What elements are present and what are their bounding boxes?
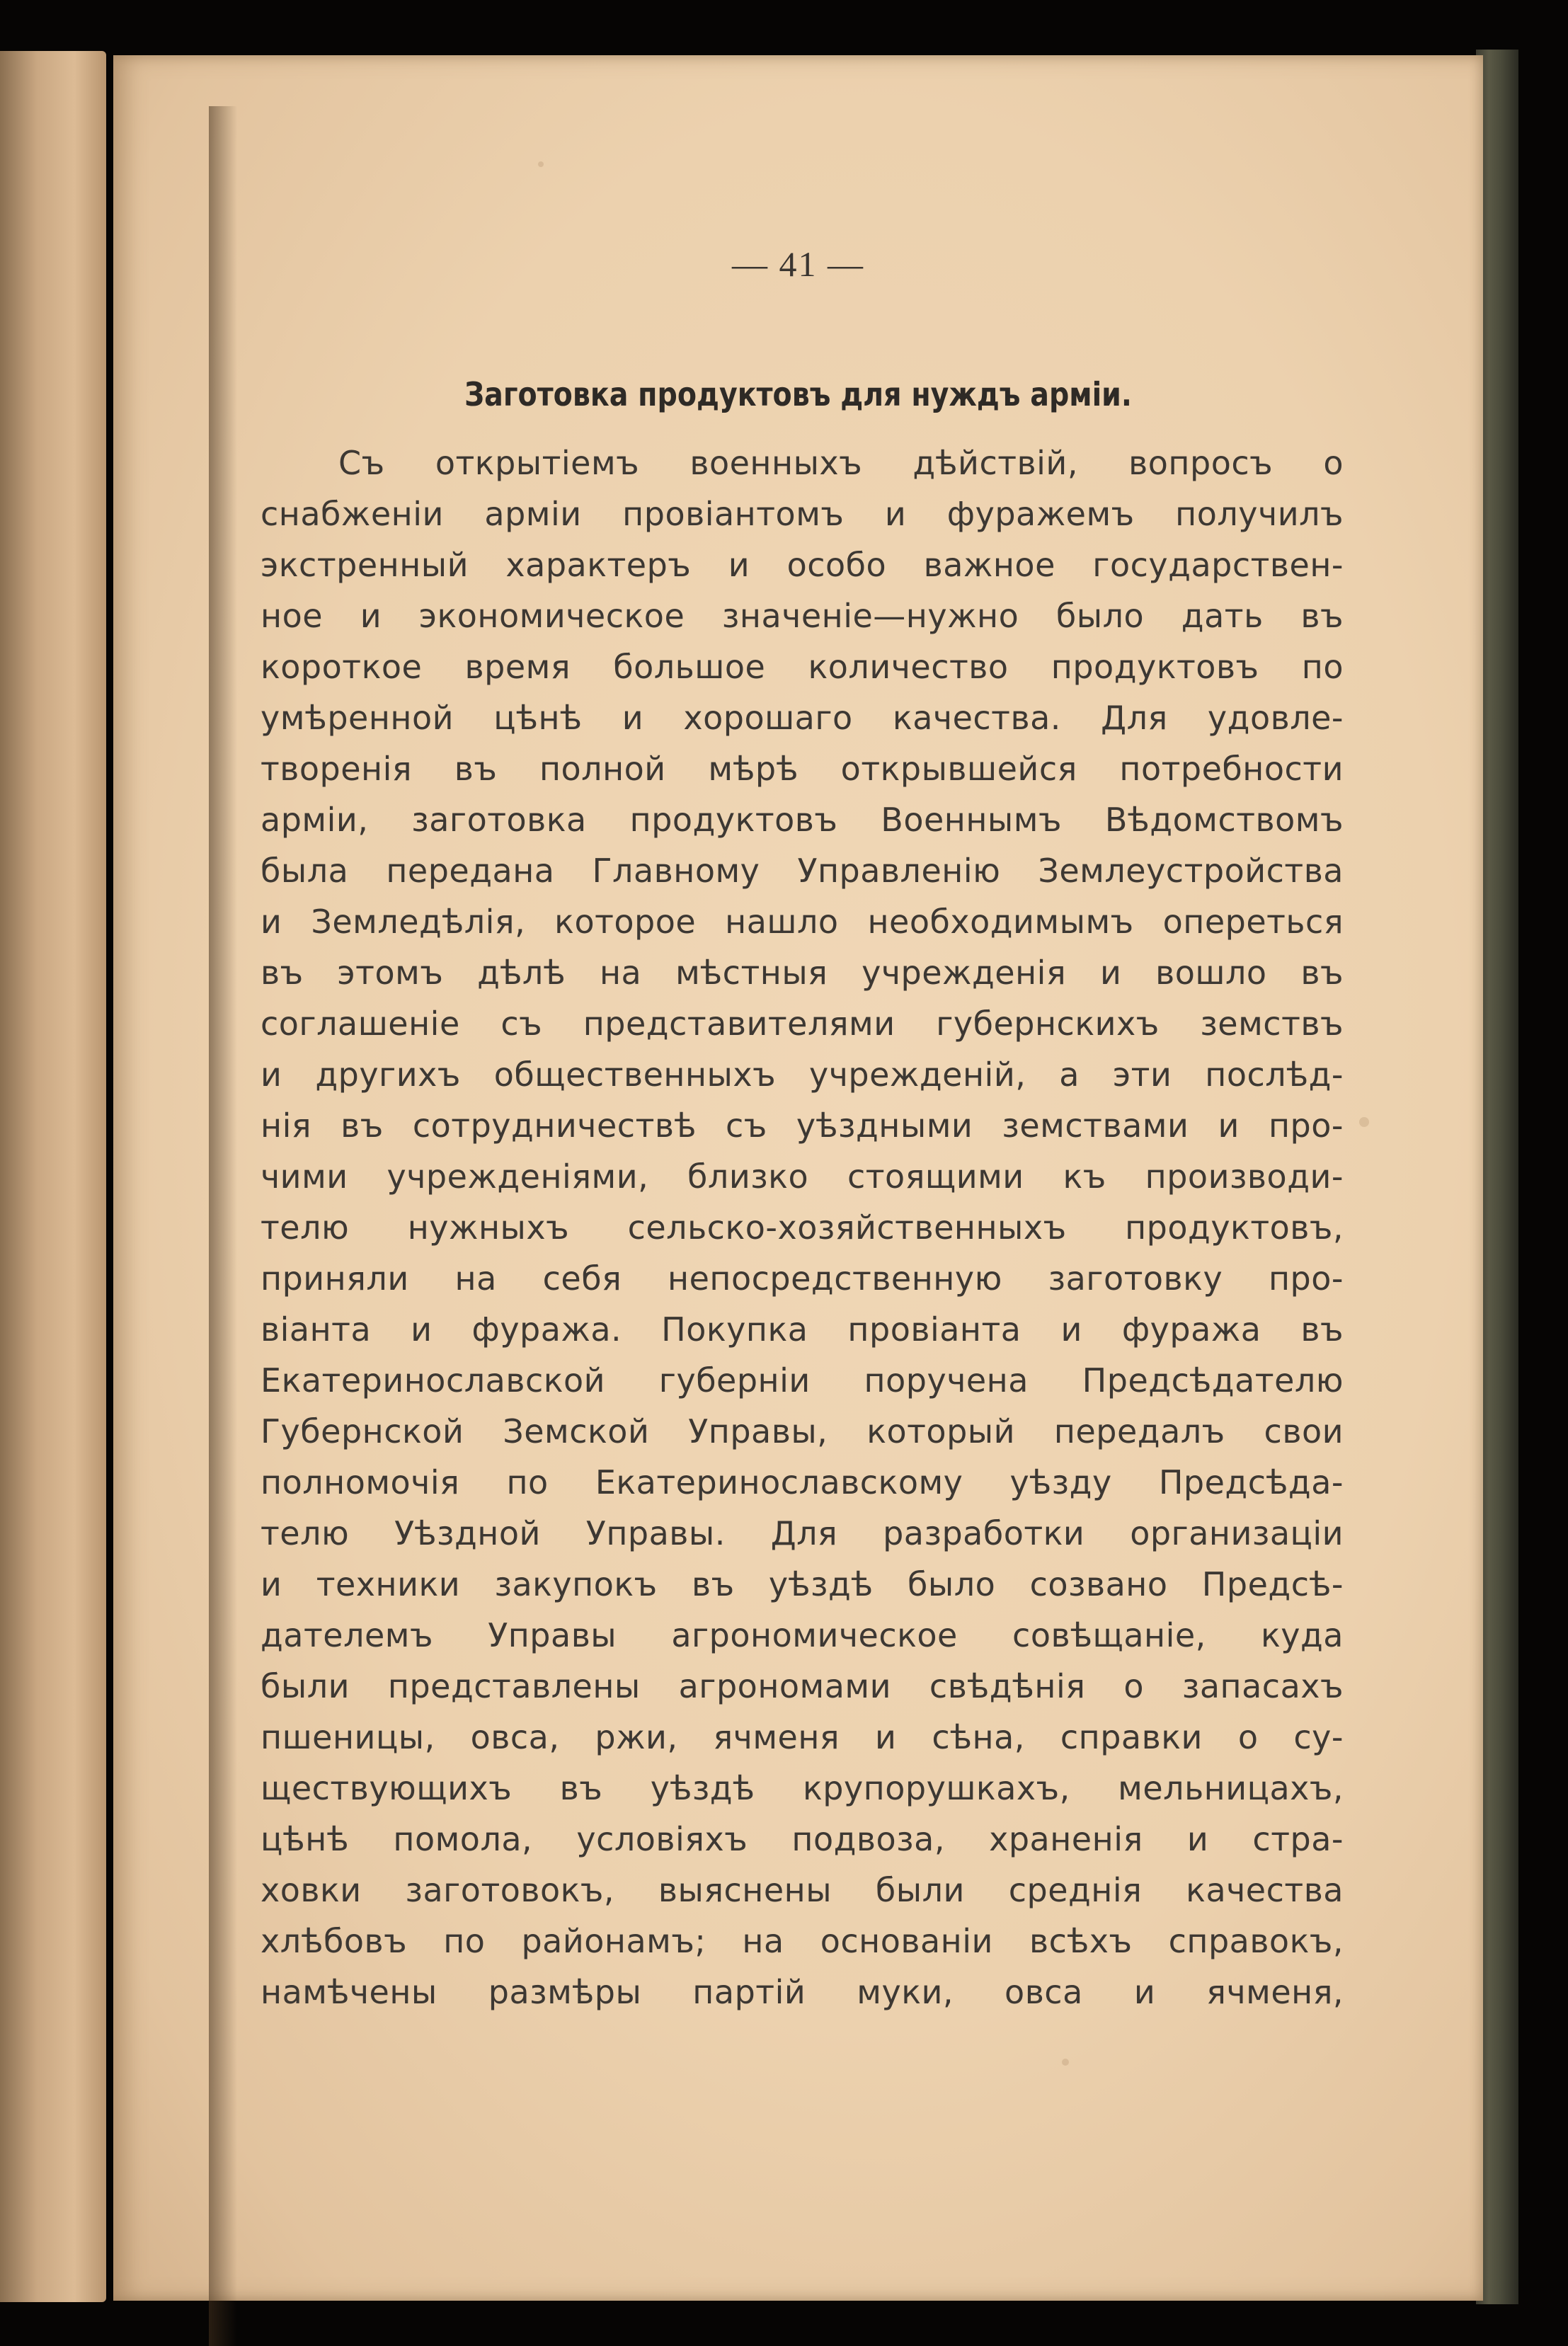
text-line: Съ открытіемъ военныхъ дѣйствій, вопросъ о — [338, 444, 1344, 482]
book-page — [113, 55, 1483, 2301]
text-line: ществующихъ въ уѣздѣ крупорушкахъ, мельницахъ, — [261, 1769, 1344, 1807]
text-line: Губернской Земской Управы, который передалъ свои — [261, 1412, 1344, 1450]
text-line: телю нужныхъ сельско-хозяйственныхъ продуктовъ, — [261, 1208, 1344, 1247]
text-line: пшеницы, овса, ржи, ячменя и сѣна, справки о су- — [261, 1718, 1344, 1756]
text-line: экстренный характеръ и особо важное государствен- — [261, 546, 1344, 584]
text-line: хлѣбовъ по районамъ; на основаніи всѣхъ справокъ, — [261, 1922, 1344, 1960]
spine-shadow — [209, 106, 237, 2346]
left-page-edge — [0, 51, 106, 2302]
paper-stain — [538, 161, 544, 167]
text-line: полномочія по Екатеринославскому уѣзду Предсѣда- — [261, 1463, 1344, 1501]
text-line: въ этомъ дѣлѣ на мѣстныя учрежденія и вошло въ — [261, 954, 1344, 992]
text-line: соглашеніе съ представителями губернскихъ земствъ — [261, 1005, 1344, 1043]
text-line: и другихъ общественныхъ учрежденій, а эти послѣд- — [261, 1055, 1344, 1094]
text-line: была передана Главному Управленію Землеустройства — [261, 852, 1344, 890]
text-line: и техники закупокъ въ уѣздѣ было созвано Предсѣ- — [261, 1565, 1344, 1603]
text-line: творенія въ полной мѣрѣ открывшейся потребности — [261, 750, 1344, 788]
text-line: віанта и фуража. Покупка провіанта и фуража въ — [261, 1310, 1344, 1349]
text-line: ховки заготовокъ, выяснены были среднія качества — [261, 1871, 1344, 1909]
text-line: чими учрежденіями, близко стоящими къ производи- — [261, 1157, 1344, 1196]
paper-stain — [1359, 1117, 1369, 1127]
text-line: нія въ сотрудничествѣ съ уѣздными земствами и про- — [261, 1106, 1344, 1145]
text-line: приняли на себя непосредственную заготовку про- — [261, 1259, 1344, 1298]
text-line: ное и экономическое значеніе—нужно было дать въ — [261, 597, 1344, 635]
text-line: цѣнѣ помола, условіяхъ подвоза, храненія и стра- — [261, 1820, 1344, 1858]
body-text — [261, 437, 1344, 2018]
text-line: телю Уѣздной Управы. Для разработки организаціи — [261, 1514, 1344, 1552]
text-line: Екатеринославской губерніи поручена Предсѣдателю — [261, 1361, 1344, 1400]
text-line: и Земледѣлія, которое нашло необходимымъ опереться — [261, 903, 1344, 941]
text-line: короткое время большое количество продуктовъ по — [261, 648, 1344, 686]
text-line: дателемъ Управы агрономическое совѣщаніе, куда — [261, 1616, 1344, 1654]
section-heading: Заготовка продуктовъ для нуждъ арміи. — [464, 375, 1132, 413]
text-line: намѣчены размѣры партій муки, овса и ячменя, — [261, 1973, 1344, 2011]
text-line: арміи, заготовка продуктовъ Военнымъ Вѣдомствомъ — [261, 801, 1344, 839]
page-number: — 41 — — [732, 244, 864, 284]
paper-stain — [1062, 2059, 1069, 2066]
text-line: снабженіи арміи провіантомъ и фуражемъ получилъ — [261, 495, 1344, 533]
text-line: были представлены агрономами свѣдѣнія о запасахъ — [261, 1667, 1344, 1705]
text-line: умѣренной цѣнѣ и хорошаго качества. Для удовле- — [261, 699, 1344, 737]
